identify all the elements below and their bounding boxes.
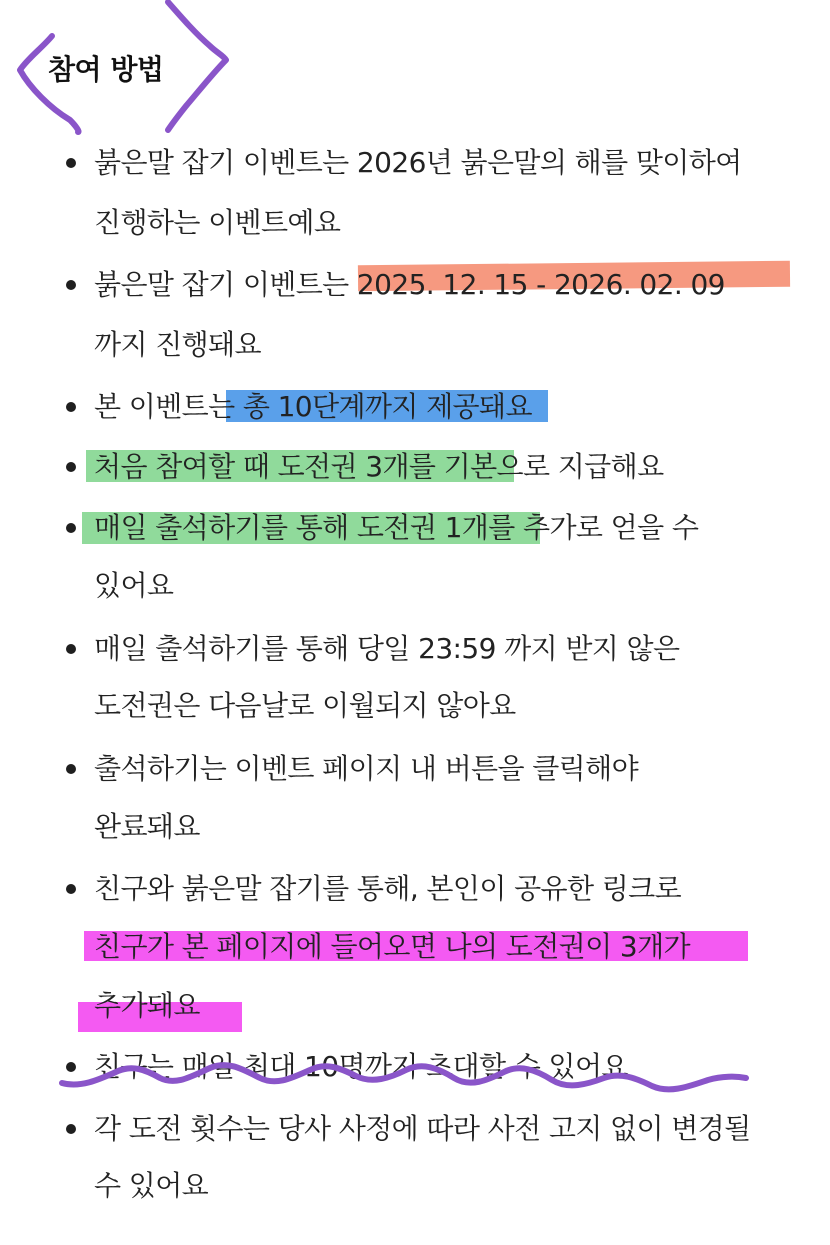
list-item-line: 수 있어요 [94, 1169, 209, 1202]
list-item-line: 각 도전 횟수는 당사 사정에 따라 사전 고지 없이 변경될 [94, 1112, 751, 1145]
right-bracket-stroke [168, 2, 226, 130]
list-item-line: 까지 진행돼요 [94, 328, 261, 361]
list-item-line: 붉은말 잡기 이벤트는 2025. 12. 15 - 2026. 02. 09 [94, 268, 725, 301]
page-title: 참여 방법 [48, 53, 164, 86]
list-item-line: 매일 출석하기를 통해 당일 23:59 까지 받지 않은 [94, 632, 680, 665]
bullet-dot [66, 884, 76, 894]
list-item-line: 본 이벤트는 총 10단계까지 제공돼요 [94, 390, 532, 423]
list-item-line: 붉은말 잡기 이벤트는 2026년 붉은말의 해를 맞이하여 [94, 146, 742, 179]
bullet-dot [66, 1124, 76, 1134]
list-item-line: 도전권은 다음날로 이월되지 않아요 [94, 689, 516, 722]
bullet-dot [66, 1062, 76, 1072]
list-item-line: 매일 출석하기를 통해 도전권 1개를 추가로 얻을 수 [94, 511, 699, 544]
list-item-line: 친구는 매일 최대 10명까지 초대할 수 있어요 [94, 1050, 628, 1083]
list-item-line: 처음 참여할 때 도전권 3개를 기본으로 지급해요 [94, 450, 664, 483]
bullet-dot [66, 158, 76, 168]
bullet-dot [66, 280, 76, 290]
bullet-dot [66, 462, 76, 472]
list-item-line: 진행하는 이벤트예요 [94, 206, 341, 239]
list-item-line: 추가돼요 [94, 989, 200, 1022]
bullet-dot [66, 523, 76, 533]
list-item-line: 있어요 [94, 569, 174, 602]
bullet-dot [66, 402, 76, 412]
list-item-line: 친구가 본 페이지에 들어오면 나의 도전권이 3개가 [94, 930, 690, 963]
bullet-dot [66, 644, 76, 654]
list-item-line: 친구와 붉은말 잡기를 통해, 본인이 공유한 링크로 [94, 872, 682, 905]
list-item-line: 출석하기는 이벤트 페이지 내 버튼을 클릭해야 [94, 752, 639, 785]
bullet-dot [66, 764, 76, 774]
list-item-line: 완료돼요 [94, 810, 200, 843]
